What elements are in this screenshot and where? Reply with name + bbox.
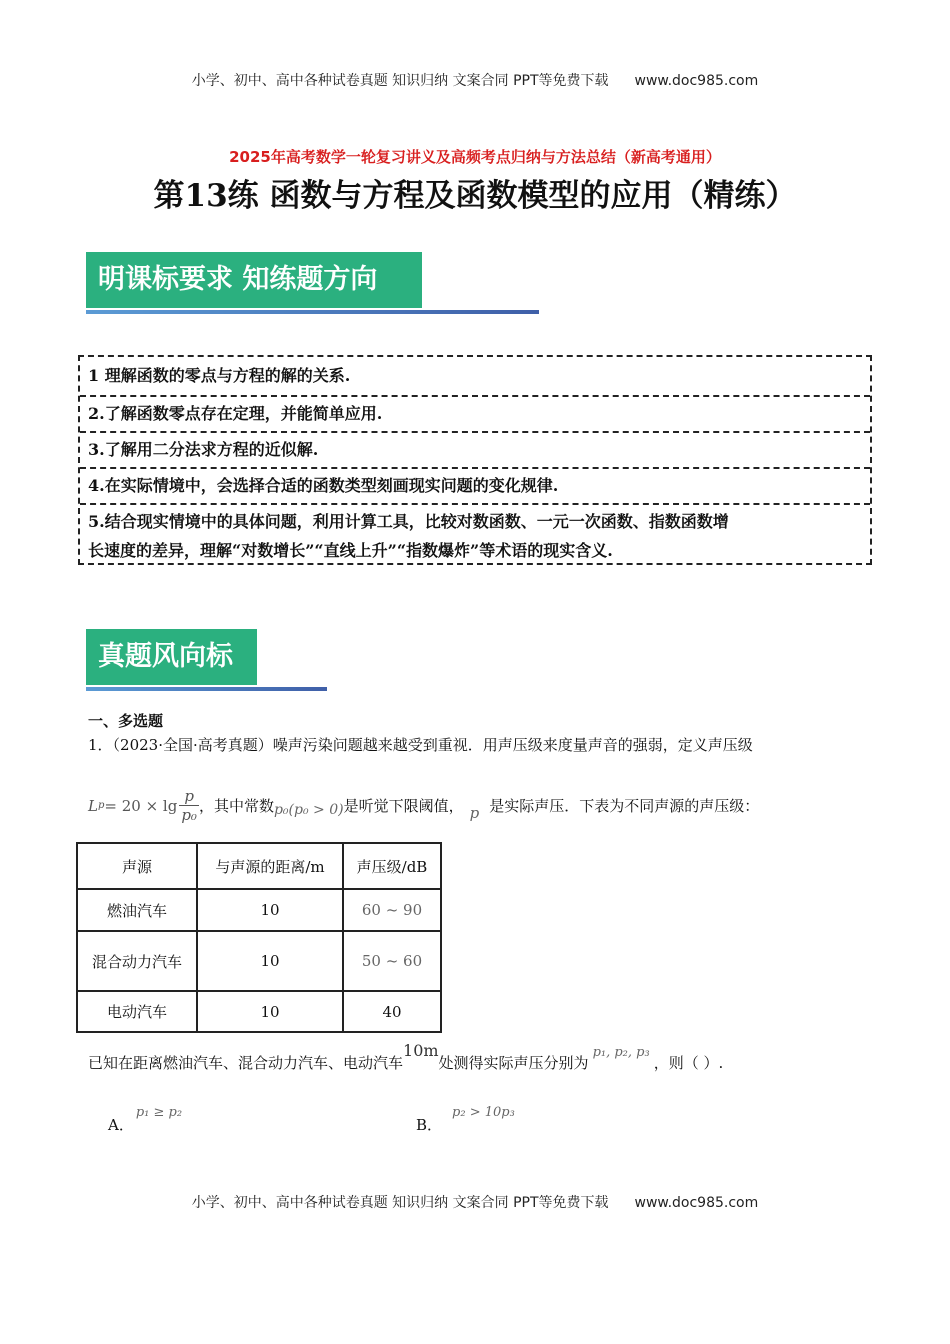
- section-heading-exam: 真题风向标: [86, 629, 257, 685]
- option-a-expr: p₁ ≥ p₂: [135, 1105, 183, 1120]
- question-1-formula-line: L p = 20 × lg p p₀ ，其中常数 p₀(p₀ > 0) 是听觉下限阈值， p 是实际声压．下表为不同声源的声压级：: [88, 787, 760, 824]
- table-cell: 10: [197, 931, 343, 991]
- table-header-cell: 与声源的距离/m: [197, 843, 343, 889]
- question-type: 一、多选题: [88, 712, 164, 730]
- question-1-stem: 1．（2023·全国·高考真题）噪声污染问题越来越受到重视．用声压级来度量声音的强弱，定义声压级: [88, 736, 753, 754]
- table-row: [77, 991, 441, 1032]
- formula-p: p: [469, 803, 480, 822]
- option-a-label: A．: [108, 1116, 134, 1134]
- requirement-2: 2.了解函数零点存在定理，并能简单应用.: [80, 395, 870, 424]
- sound-source-table: [76, 842, 442, 1033]
- formula-p0: p₀(p₀ > 0): [273, 801, 344, 818]
- doc-subtitle: 2025年高考数学一轮复习讲义及高频考点归纳与方法总结（新高考通用）: [229, 148, 721, 166]
- section-heading-requirements: 明课标要求 知练题方向: [86, 252, 422, 308]
- option-b-label: B．: [416, 1116, 443, 1134]
- formula-Lp: L p = 20 × lg p p₀: [88, 787, 197, 824]
- page-header: [0, 70, 950, 90]
- requirement-4: 4.在实际情境中，会选择合适的函数类型刻画现实问题的变化规律.: [80, 467, 870, 496]
- header-site[interactable]: www.doc985.com: [634, 73, 759, 89]
- header-text: 小学、初中、高中各种试卷真题 知识归纳 文案合同 PPT等免费下载: [191, 73, 609, 89]
- table-header-cell: 声源: [77, 843, 197, 889]
- table-row: [77, 931, 441, 991]
- table-cell: 40: [343, 991, 441, 1032]
- requirement-5b: 长速度的差异，理解“对数增长”“直线上升”“指数爆炸”等术语的现实含义.: [88, 541, 613, 560]
- table-cell: 燃油汽车: [77, 889, 197, 931]
- requirement-3: 3.了解用二分法求方程的近似解.: [80, 431, 870, 460]
- requirement-5a: 5.结合现实情境中的具体问题，利用计算工具，比较对数函数、一元一次函数、指数函数增: [80, 503, 870, 532]
- pressure-vars: p₁, p₂, p₃: [592, 1045, 650, 1060]
- doc-title: 第13练 函数与方程及函数模型的应用（精练）: [153, 178, 797, 214]
- table-cell: 10: [197, 889, 343, 931]
- section-underline: [86, 310, 539, 314]
- page-footer: [0, 1192, 950, 1212]
- table-cell: 混合动力汽车: [77, 931, 197, 991]
- table-cell: 60 ~ 90: [343, 889, 441, 931]
- table-header-row: [77, 843, 441, 889]
- footer-site[interactable]: www.doc985.com: [634, 1195, 759, 1211]
- requirement-1: 1 理解函数的零点与方程的解的关系.: [88, 366, 351, 385]
- table-row: [77, 889, 441, 931]
- distance-value: 10m: [403, 1041, 439, 1060]
- table-cell: 10: [197, 991, 343, 1032]
- table-cell: 50 ~ 60: [343, 931, 441, 991]
- requirements-box: [78, 355, 872, 565]
- table-header-cell: 声压级/dB: [343, 843, 441, 889]
- question-1-condition: 已知在距离燃油汽车、混合动力汽车、电动汽车10m处测得实际声压分别为p₁, p₂, p₃，则（ ）.: [88, 1041, 724, 1072]
- option-b[interactable]: [416, 1100, 515, 1134]
- section-underline: [86, 687, 327, 691]
- table-cell: 电动汽车: [77, 991, 197, 1032]
- option-a[interactable]: [108, 1100, 183, 1134]
- option-b-expr: p₂ > 10p₃: [452, 1105, 515, 1120]
- footer-text: 小学、初中、高中各种试卷真题 知识归纳 文案合同 PPT等免费下载: [191, 1195, 609, 1211]
